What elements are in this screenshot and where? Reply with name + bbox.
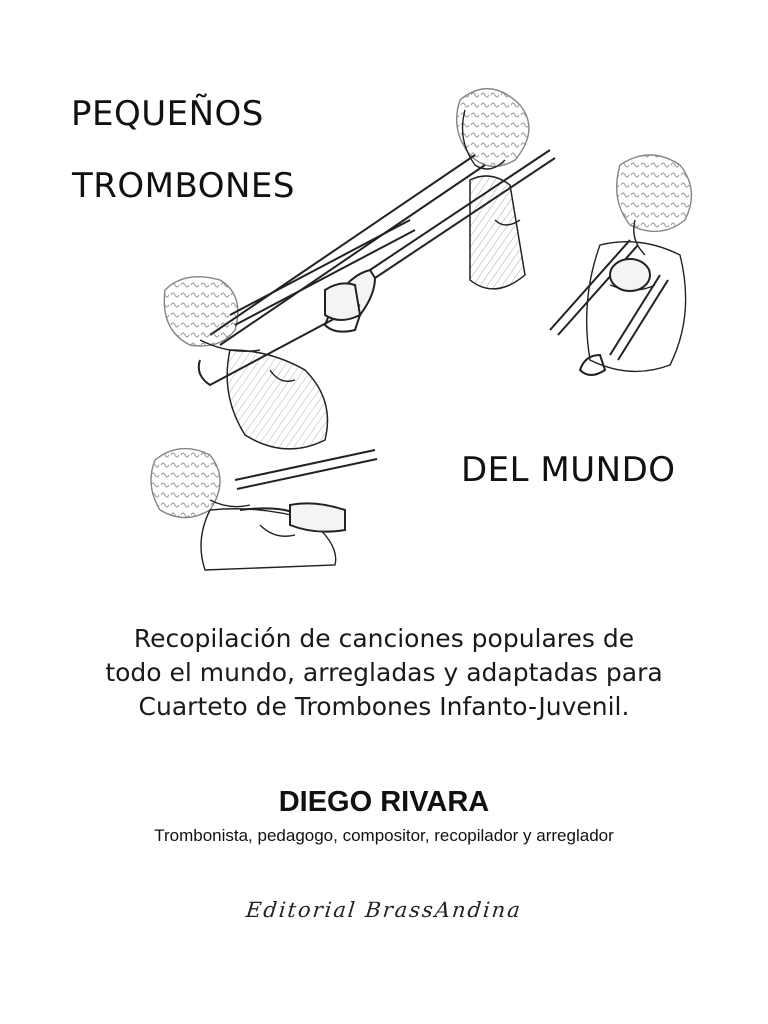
author-role: Trombonista, pedagogo, compositor, recopilador y arreglador [154,826,614,845]
subtitle-line: Cuarteto de Trombones Infanto-Juvenil. [138,692,630,721]
trombone-players-illustration [140,70,715,575]
trombone-bottom [235,450,377,532]
author-name: DIEGO RIVARA [278,786,490,818]
trombone-right [550,240,668,375]
title-line-1: PEQUEÑOS [71,94,264,134]
subtitle-line: todo el mundo, arregladas y adaptadas para [105,658,663,687]
title-line-2: TROMBONES [72,166,295,206]
player-left [164,277,327,449]
subtitle-line: Recopilación de canciones populares de [133,624,635,653]
title-line-3: DEL MUNDO [461,450,676,490]
publisher-name: Editorial BrassAndina [244,898,524,922]
subtitle [40,622,728,724]
